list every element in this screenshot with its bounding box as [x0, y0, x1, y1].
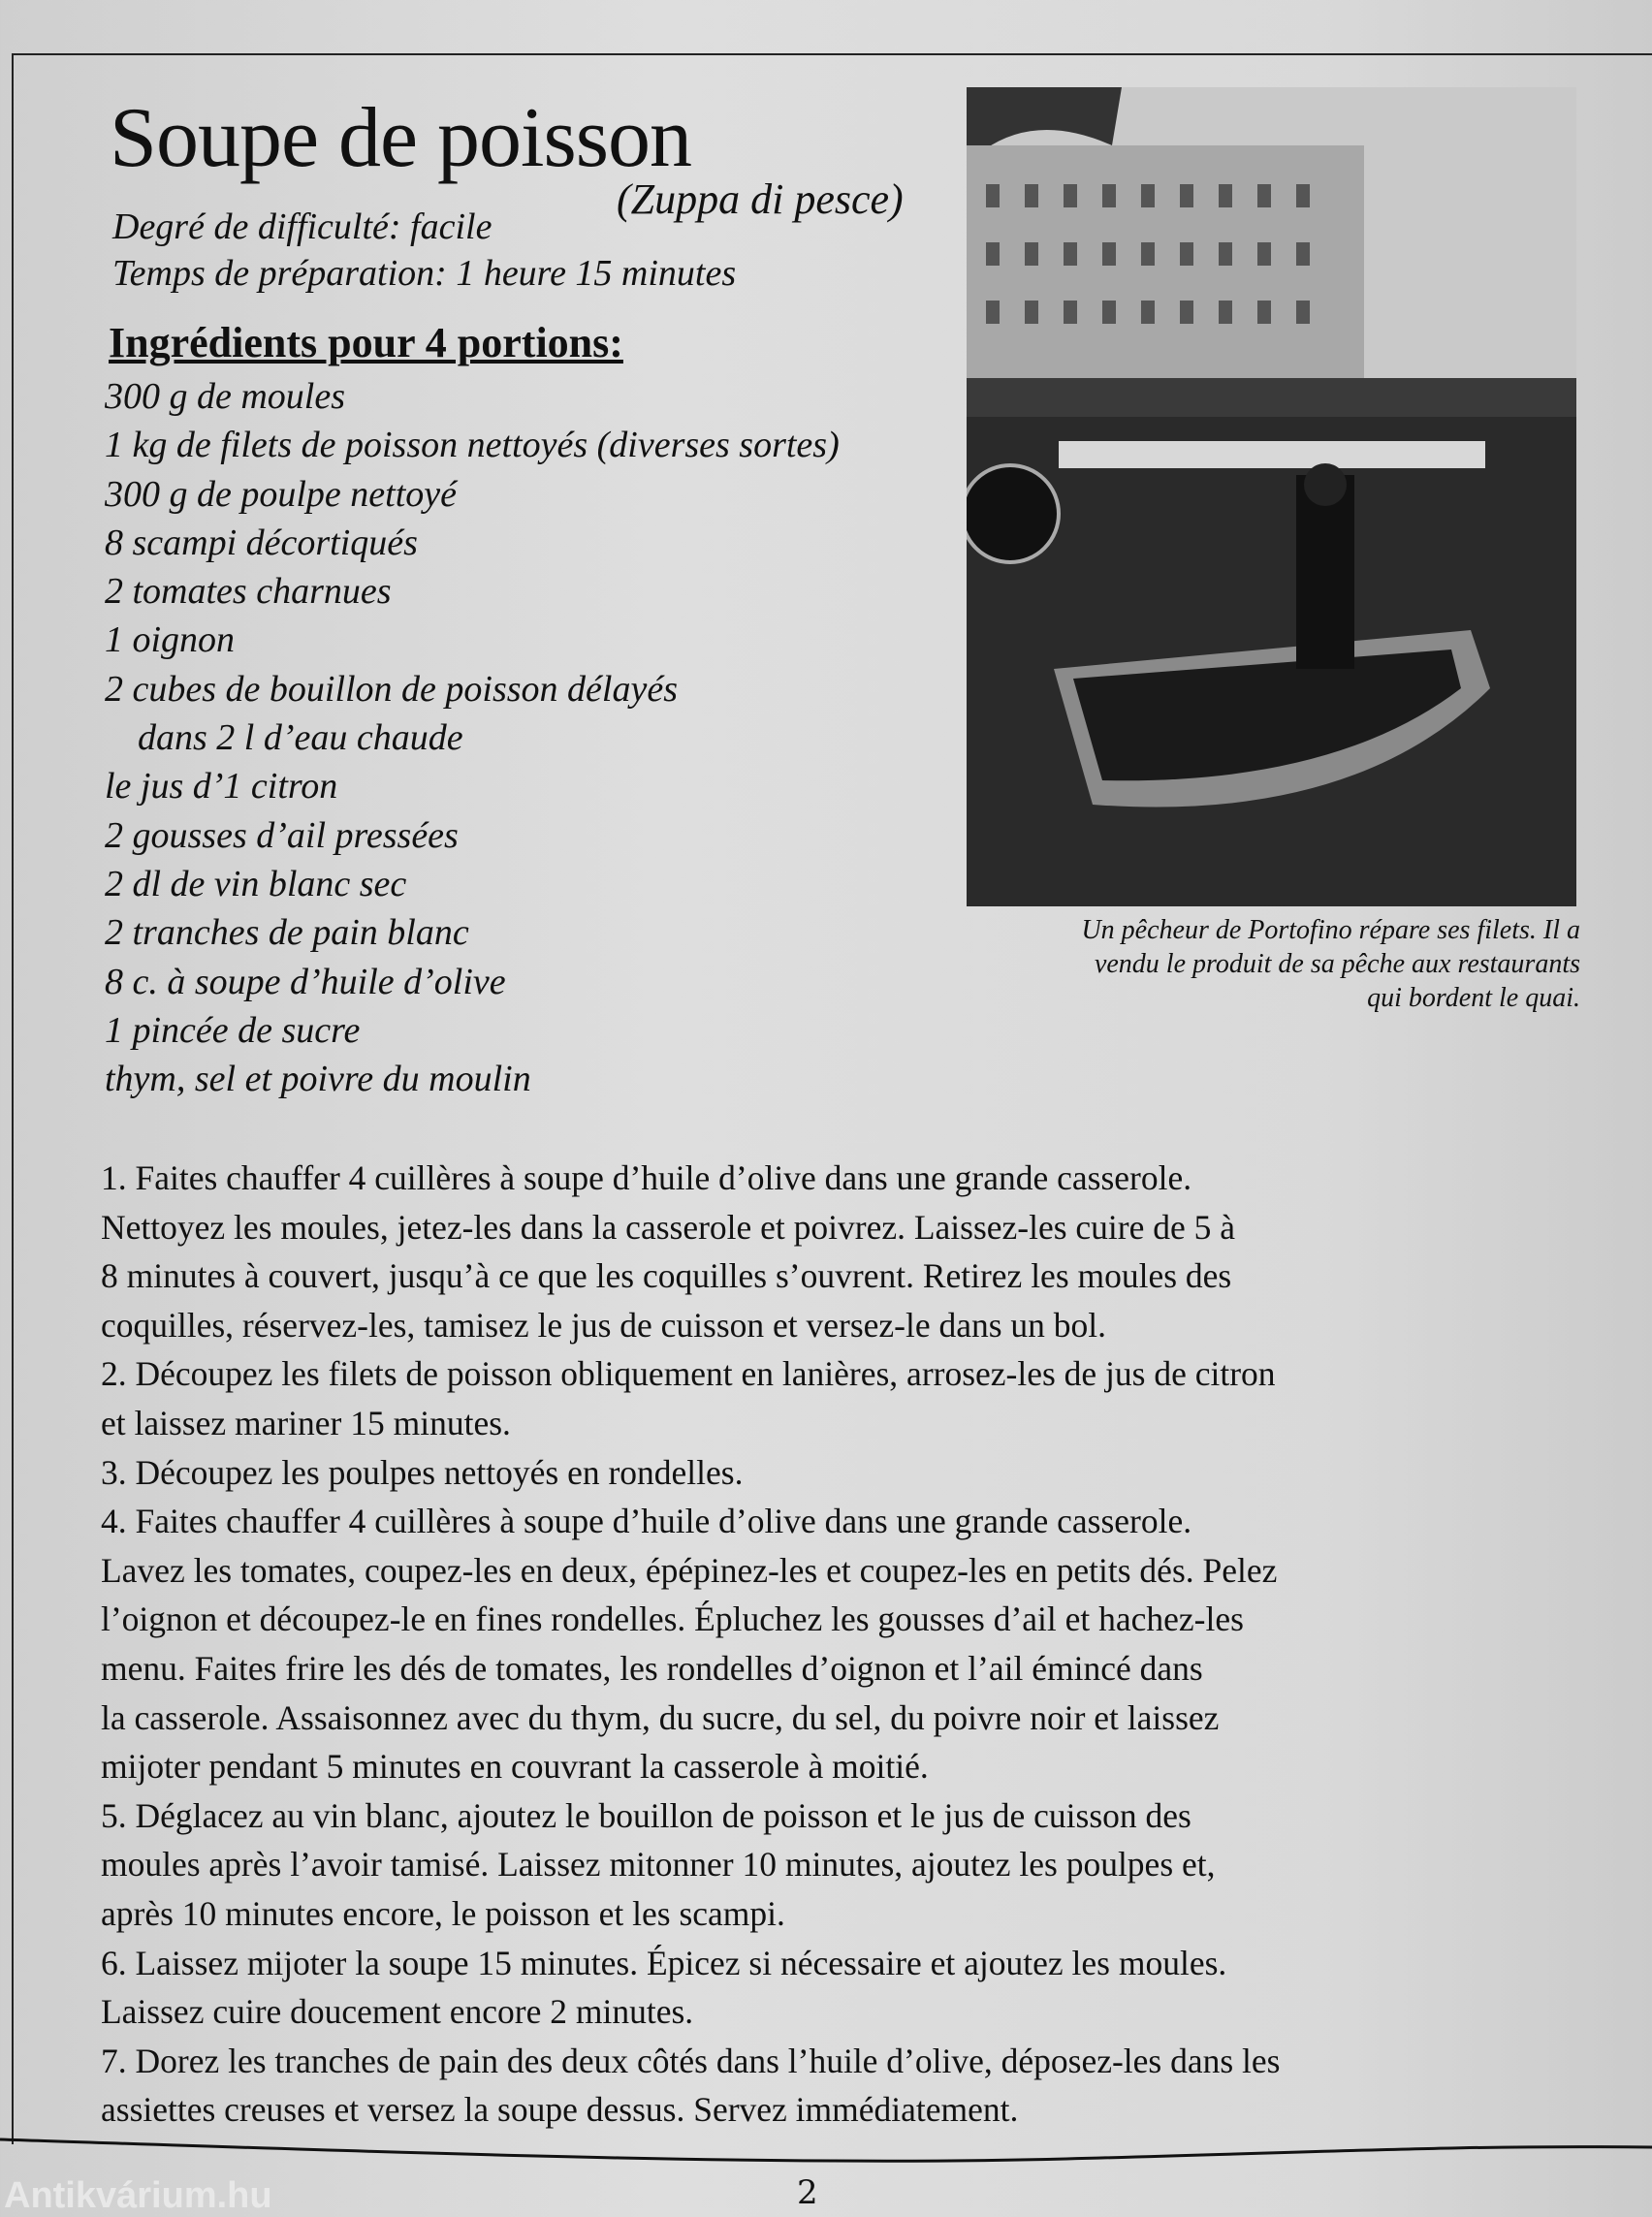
ingredient: dans 2 l d’eau chaude: [138, 717, 463, 759]
photo-caption: [969, 913, 1580, 1015]
recipe-title: Soupe de poisson: [110, 91, 691, 185]
prep-time: Temps de préparation: 1 heure 15 minutes: [112, 253, 737, 294]
ingredient: 1 kg de filets de poisson nettoyés (diverses sortes): [105, 425, 840, 466]
step-line: 7. Dorez les tranches de pain des deux côtés dans l’huile d’olive, déposez-les dans les: [101, 2041, 1281, 2080]
step-line: 4. Faites chauffer 4 cuillères à soupe d’huile d’olive dans une grande casserole.: [101, 1502, 1192, 1541]
ingredient: 8 c. à soupe d’huile d’olive: [105, 961, 506, 1002]
step-line: assiettes creuses et versez la soupe dessus. Servez immédiatement.: [101, 2090, 1019, 2130]
step-line: Nettoyez les moules, jetez-les dans la casserole et poivrez. Laissez-les cuire de 5 à: [101, 1207, 1236, 1247]
step-line: mijoter pendant 5 minutes en couvrant la casserole à moitié.: [101, 1747, 929, 1787]
watermark: Antikvárium.hu: [4, 2175, 272, 2216]
step-line: menu. Faites frire les dés de tomates, les rondelles d’oignon et l’ail émincé dans: [101, 1648, 1203, 1688]
step-line: coquilles, réservez-les, tamisez le jus de cuisson et versez-le dans un bol.: [101, 1305, 1107, 1345]
step-line: la casserole. Assaisonnez avec du thym, du sucre, du sel, du poivre noir et laissez: [101, 1697, 1220, 1737]
ingredient: 1 pincée de sucre: [105, 1009, 361, 1051]
ingredient: 1 oignon: [105, 619, 236, 661]
ingredient: 8 scampi décortiqués: [105, 522, 418, 563]
page-number: 2: [797, 2173, 818, 2212]
recipe-subtitle: (Zuppa di pesce): [617, 175, 904, 223]
step-line: 5. Déglacez au vin blanc, ajoutez le bouillon de poisson et le jus de cuisson des: [101, 1795, 1191, 1835]
portofino-fisherman-photo: [967, 87, 1576, 906]
step-line: 2. Découpez les filets de poisson obliquement en lanières, arrosez-les de jus de citron: [101, 1354, 1276, 1394]
caption-line: vendu le produit de sa pêche aux restaurants: [1094, 949, 1580, 979]
caption-line: qui bordent le quai.: [1367, 983, 1580, 1013]
ingredients-list: [105, 372, 840, 1103]
ingredient: 2 tranches de pain blanc: [105, 912, 469, 954]
step-line: et laissez mariner 15 minutes.: [101, 1403, 511, 1442]
ingredient: thym, sel et poivre du moulin: [105, 1059, 531, 1100]
ingredient: 300 g de moules: [105, 376, 346, 417]
step-line: 6. Laissez mijoter la soupe 15 minutes. Épicez si nécessaire et ajoutez les moules.: [101, 1943, 1227, 1982]
ingredients-heading: Ingrédients pour 4 portions:: [109, 319, 623, 366]
step-line: Lavez les tomates, coupez-les en deux, épépinez-les et coupez-les en petits dés. Pelez: [101, 1550, 1278, 1590]
difficulty: Degré de difficulté: facile: [112, 206, 492, 247]
step-line: l’oignon et découpez-le en fines rondelles. Épluchez les gousses d’ail et hachez-les: [101, 1599, 1244, 1639]
step-line: Laissez cuire doucement encore 2 minutes.: [101, 1992, 694, 2032]
ingredient: 2 dl de vin blanc sec: [105, 863, 407, 904]
step-line: après 10 minutes encore, le poisson et les scampi.: [101, 1893, 785, 1933]
ingredient: 2 cubes de bouillon de poisson délayés: [105, 668, 679, 710]
ingredient: 300 g de poulpe nettoyé: [105, 473, 458, 515]
step-line: 8 minutes à couvert, jusqu’à ce que les coquilles s’ouvrent. Retirez les moules des: [101, 1256, 1232, 1296]
step-line: 1. Faites chauffer 4 cuillères à soupe d’huile d’olive dans une grande casserole.: [101, 1158, 1192, 1197]
step-line: moules après l’avoir tamisé. Laissez mitonner 10 minutes, ajoutez les poulpes et,: [101, 1845, 1216, 1884]
step-line: 3. Découpez les poulpes nettoyés en rondelles.: [101, 1452, 744, 1492]
ingredient: 2 tomates charnues: [105, 571, 392, 613]
caption-line: Un pêcheur de Portofino répare ses filets. Il a: [1081, 915, 1580, 945]
ingredient: 2 gousses d’ail pressées: [105, 814, 459, 856]
ingredient: le jus d’1 citron: [105, 766, 338, 808]
instructions: [101, 1154, 1280, 2135]
